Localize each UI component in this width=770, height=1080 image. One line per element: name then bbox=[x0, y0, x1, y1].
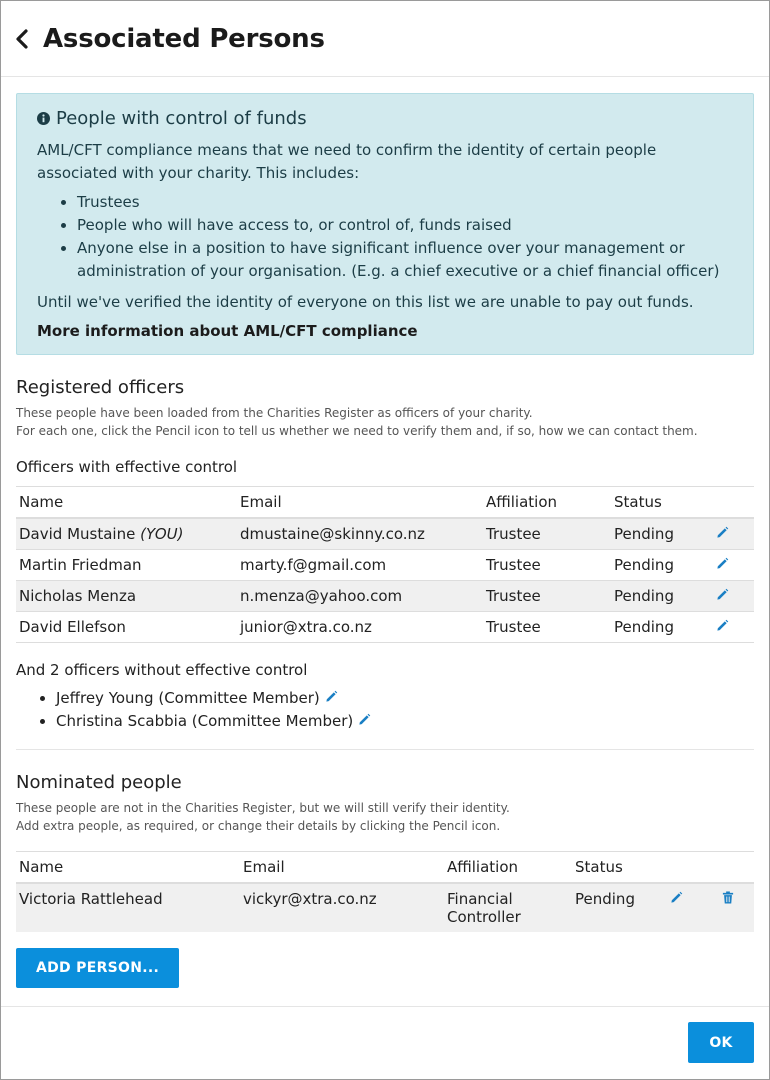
officer-affiliation: Trustee bbox=[483, 518, 611, 550]
officer-name: David Ellefson bbox=[16, 612, 237, 643]
table-row bbox=[16, 612, 754, 643]
officer-email: marty.f@gmail.com bbox=[237, 550, 483, 581]
column-header-affiliation: Affiliation bbox=[444, 852, 572, 884]
officer-affiliation: Trustee bbox=[483, 550, 611, 581]
table-row bbox=[16, 518, 754, 550]
officer-name-text: David Mustaine bbox=[19, 525, 136, 543]
pencil-icon[interactable] bbox=[716, 618, 729, 636]
column-header-email: Email bbox=[240, 852, 444, 884]
person-status: Pending bbox=[572, 883, 667, 932]
registered-hint-1: These people have been loaded from the Charities Register as officers of your charity. bbox=[16, 406, 533, 420]
add-person-button[interactable]: ADD PERSON... bbox=[16, 948, 179, 988]
list-item bbox=[56, 710, 754, 733]
trash-icon[interactable] bbox=[722, 890, 734, 908]
column-header-status: Status bbox=[611, 487, 713, 519]
pencil-icon[interactable] bbox=[716, 525, 729, 543]
table-row bbox=[16, 883, 754, 932]
pencil-icon[interactable] bbox=[670, 890, 683, 908]
pencil-icon[interactable] bbox=[358, 710, 371, 733]
officer-name bbox=[16, 518, 237, 550]
page-title: Associated Persons bbox=[43, 23, 325, 54]
registered-hint-2: For each one, click the Pencil icon to tell us whether we need to verify them and, if so, how we can contact them. bbox=[16, 424, 698, 438]
officer-status: Pending bbox=[611, 581, 713, 612]
column-header-affiliation: Affiliation bbox=[483, 487, 611, 519]
officer-without-control: Christina Scabbia (Committee Member) bbox=[56, 712, 354, 730]
person-affiliation bbox=[444, 883, 572, 932]
info-title-text: People with control of funds bbox=[56, 108, 307, 129]
person-name: Victoria Rattlehead bbox=[16, 883, 240, 932]
pencil-icon[interactable] bbox=[716, 587, 729, 605]
info-list-item: • Trustees bbox=[77, 191, 733, 214]
officer-without-control: Jeffrey Young (Committee Member) bbox=[56, 689, 320, 707]
table-row bbox=[16, 581, 754, 612]
nominated-people-heading: Nominated people bbox=[16, 772, 182, 793]
table-row bbox=[16, 550, 754, 581]
effective-control-heading: Officers with effective control bbox=[16, 458, 238, 476]
column-header-name: Name bbox=[16, 487, 237, 519]
info-list-item: • Anyone else in a position to have significant influence over your management or administration of your organisation. (E.g. a chief executive or a chief financial officer) bbox=[77, 237, 733, 283]
without-control-list bbox=[16, 687, 754, 733]
chevron-left-icon[interactable] bbox=[15, 27, 35, 51]
ok-button[interactable]: OK bbox=[688, 1022, 754, 1063]
officers-table bbox=[16, 486, 754, 643]
officer-name: Martin Friedman bbox=[16, 550, 237, 581]
officer-affiliation: Trustee bbox=[483, 612, 611, 643]
column-header-name: Name bbox=[16, 852, 240, 884]
person-email: vickyr@xtra.co.nz bbox=[240, 883, 444, 932]
info-outro: Until we've verified the identity of everyone on this list we are unable to pay out funds. bbox=[37, 293, 694, 311]
section-divider bbox=[16, 749, 754, 750]
column-header-status: Status bbox=[572, 852, 667, 884]
nominated-hint-2: Add extra people, as required, or change their details by clicking the Pencil icon. bbox=[16, 819, 501, 833]
officer-email: dmustaine@skinny.co.nz bbox=[237, 518, 483, 550]
officer-status: Pending bbox=[611, 612, 713, 643]
without-control-heading: And 2 officers without effective control bbox=[16, 661, 308, 679]
aml-info-link[interactable]: More information about AML/CFT compliance bbox=[37, 322, 418, 340]
officer-email: n.menza@yahoo.com bbox=[237, 581, 483, 612]
affiliation-line-1: Financial bbox=[447, 890, 513, 908]
registered-officers-heading: Registered officers bbox=[16, 377, 185, 398]
officer-status: Pending bbox=[611, 550, 713, 581]
officer-name: Nicholas Menza bbox=[16, 581, 237, 612]
dialog-header bbox=[1, 1, 769, 77]
info-icon bbox=[37, 112, 50, 125]
list-item bbox=[56, 687, 754, 710]
officer-affiliation: Trustee bbox=[483, 581, 611, 612]
officer-email: junior@xtra.co.nz bbox=[237, 612, 483, 643]
pencil-icon[interactable] bbox=[325, 687, 338, 710]
info-title bbox=[37, 108, 733, 129]
you-tag: (YOU) bbox=[140, 525, 184, 543]
info-panel bbox=[16, 93, 754, 355]
dialog-footer bbox=[1, 1006, 769, 1079]
info-list bbox=[37, 191, 733, 283]
info-list-item: • People who will have access to, or control of, funds raised bbox=[77, 214, 733, 237]
column-header-email: Email bbox=[237, 487, 483, 519]
info-intro: AML/CFT compliance means that we need to confirm the identity of certain people associated with your charity. This includes: bbox=[37, 141, 657, 182]
affiliation-line-2: Controller bbox=[447, 908, 521, 926]
nominated-table bbox=[16, 851, 754, 932]
nominated-hint-1: These people are not in the Charities Register, but we will still verify their identity. bbox=[16, 801, 510, 815]
officer-status: Pending bbox=[611, 518, 713, 550]
pencil-icon[interactable] bbox=[716, 556, 729, 574]
